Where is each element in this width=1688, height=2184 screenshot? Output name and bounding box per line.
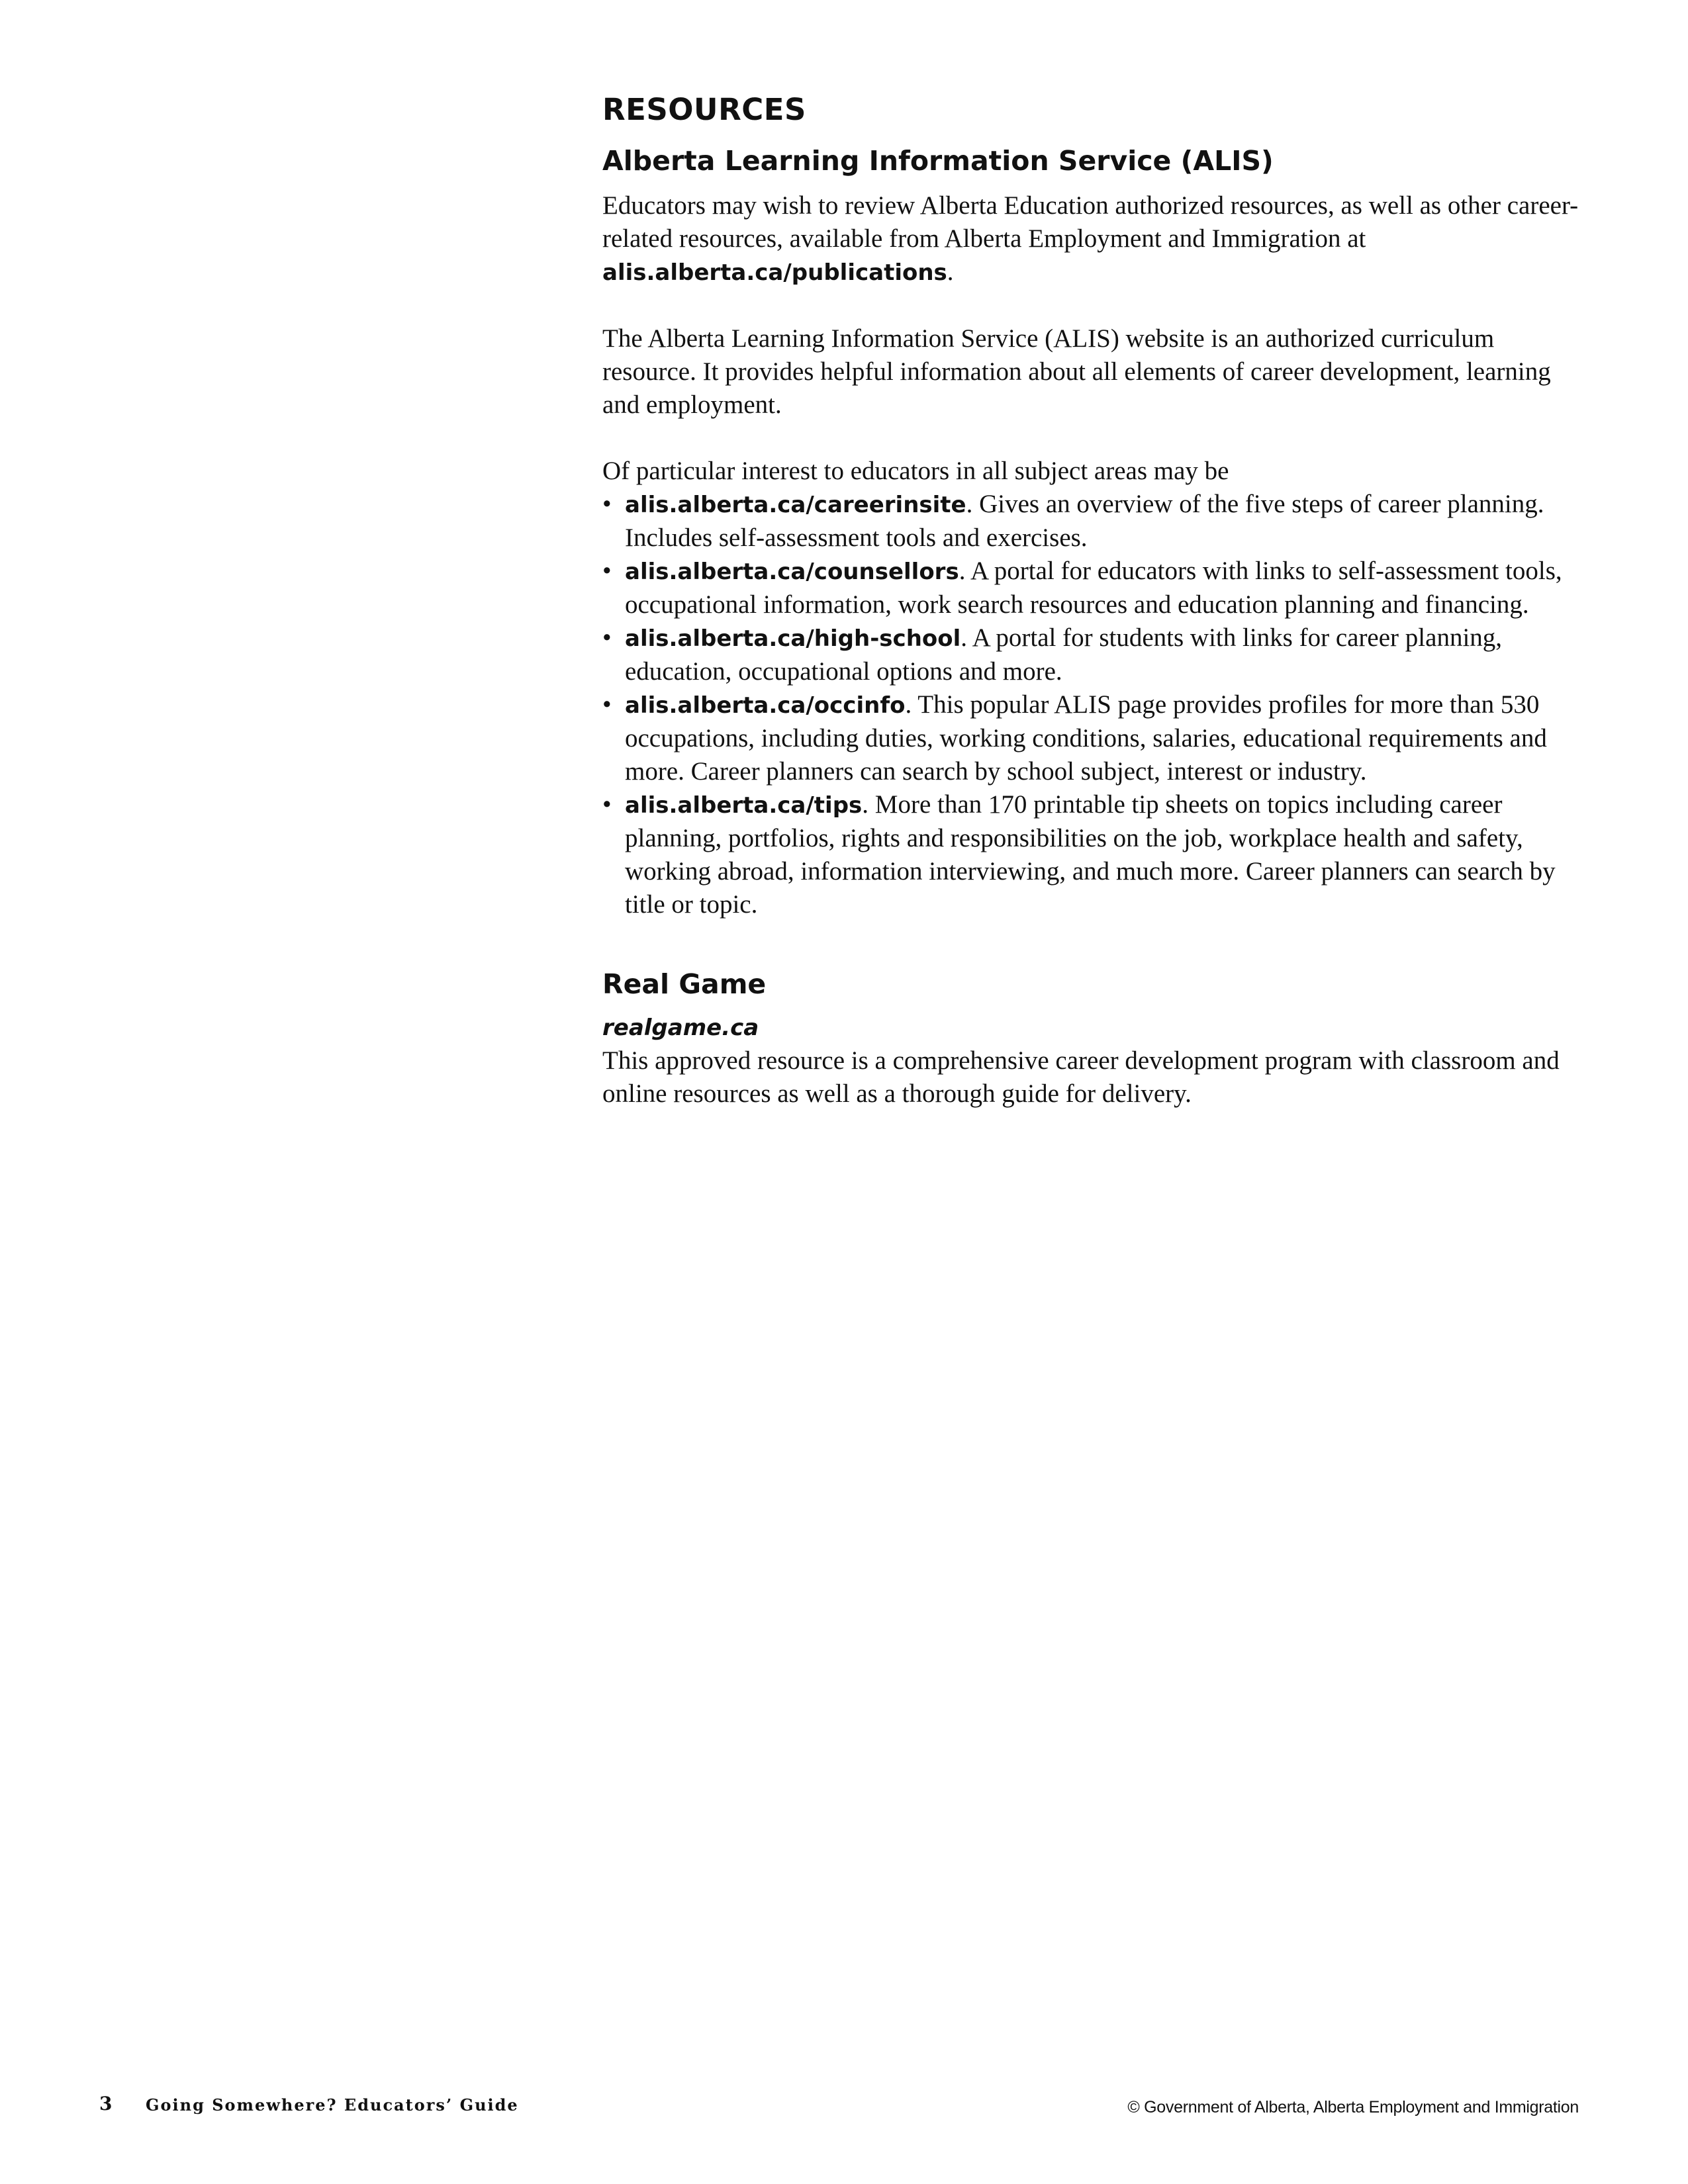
- list-item: [602, 555, 1582, 621]
- list-item: [602, 788, 1582, 921]
- counsellors-link[interactable]: alis.alberta.ca/counsellors: [625, 559, 959, 585]
- page-number: 3: [99, 2093, 113, 2115]
- footer-guide-title: Going Somewhere? Educators’ Guide: [146, 2095, 519, 2115]
- publications-link[interactable]: alis.alberta.ca/publications: [602, 259, 947, 286]
- footer-copyright: © Government of Alberta, Alberta Employment and Immigration: [1127, 2098, 1579, 2116]
- list-item: [602, 688, 1582, 788]
- list-item: [602, 488, 1582, 555]
- alis-intro-text: Educators may wish to review Alberta Education authorized resources, as well as other career-related resources, available from Alberta Employment and Immigration at: [602, 191, 1579, 253]
- occinfo-link[interactable]: alis.alberta.ca/occinfo: [625, 692, 906, 719]
- page-content: [602, 91, 1582, 1111]
- section-title: RESOURCES: [602, 92, 806, 127]
- high-school-link[interactable]: alis.alberta.ca/high-school: [625, 625, 961, 652]
- bullet-marker: •: [602, 490, 612, 518]
- list-item-text: . A portal for educators with links to self-assessment tools, occupational information, work search resources and education planning and financing.: [625, 557, 1562, 619]
- alis-heading: Alberta Learning Information Service (ALIS): [602, 145, 1274, 177]
- list-item: [602, 621, 1582, 688]
- tips-link[interactable]: alis.alberta.ca/tips: [625, 792, 863, 819]
- bullet-marker: •: [602, 623, 612, 652]
- bullet-marker: •: [602, 557, 612, 585]
- careerinsite-link[interactable]: alis.alberta.ca/careerinsite: [625, 492, 966, 518]
- alis-intro-paragraph: [602, 189, 1582, 289]
- realgame-link[interactable]: realgame.ca: [602, 1015, 759, 1041]
- list-item-text: . Gives an overview of the five steps of career planning. Includes self-assessment tools and exercises.: [625, 490, 1544, 552]
- alis-resource-list: [602, 488, 1582, 921]
- bullet-marker: •: [602, 690, 612, 719]
- real-game-heading: Real Game: [602, 968, 767, 1000]
- list-item-text: . This popular ALIS page provides profiles for more than 530 occupations, including duties, working conditions, salaries, educational requirements and more. Career planners can search by school subject, interest or industry.: [625, 690, 1547, 786]
- bullet-marker: •: [602, 790, 612, 819]
- alis-intro-end: .: [947, 257, 954, 286]
- list-item-text: . A portal for students with links for career planning, education, occupational options and more.: [625, 623, 1503, 686]
- alis-interest-lead: Of particular interest to educators in all subject areas may be: [602, 457, 1229, 485]
- list-item-text: . More than 170 printable tip sheets on topics including career planning, portfolios, rights and responsibilities on the job, workplace health and safety, working abroad, information interviewing, and much more. Career planners can search by title or topic.: [625, 790, 1556, 919]
- real-game-description: This approved resource is a comprehensive career development program with classroom and online resources as well as a thorough guide for delivery.: [602, 1046, 1560, 1108]
- page-footer: [0, 2093, 1688, 2132]
- alis-about-paragraph: The Alberta Learning Information Service (ALIS) website is an authorized curriculum resource. It provides helpful information about all elements of career development, learning and employment.: [602, 324, 1551, 419]
